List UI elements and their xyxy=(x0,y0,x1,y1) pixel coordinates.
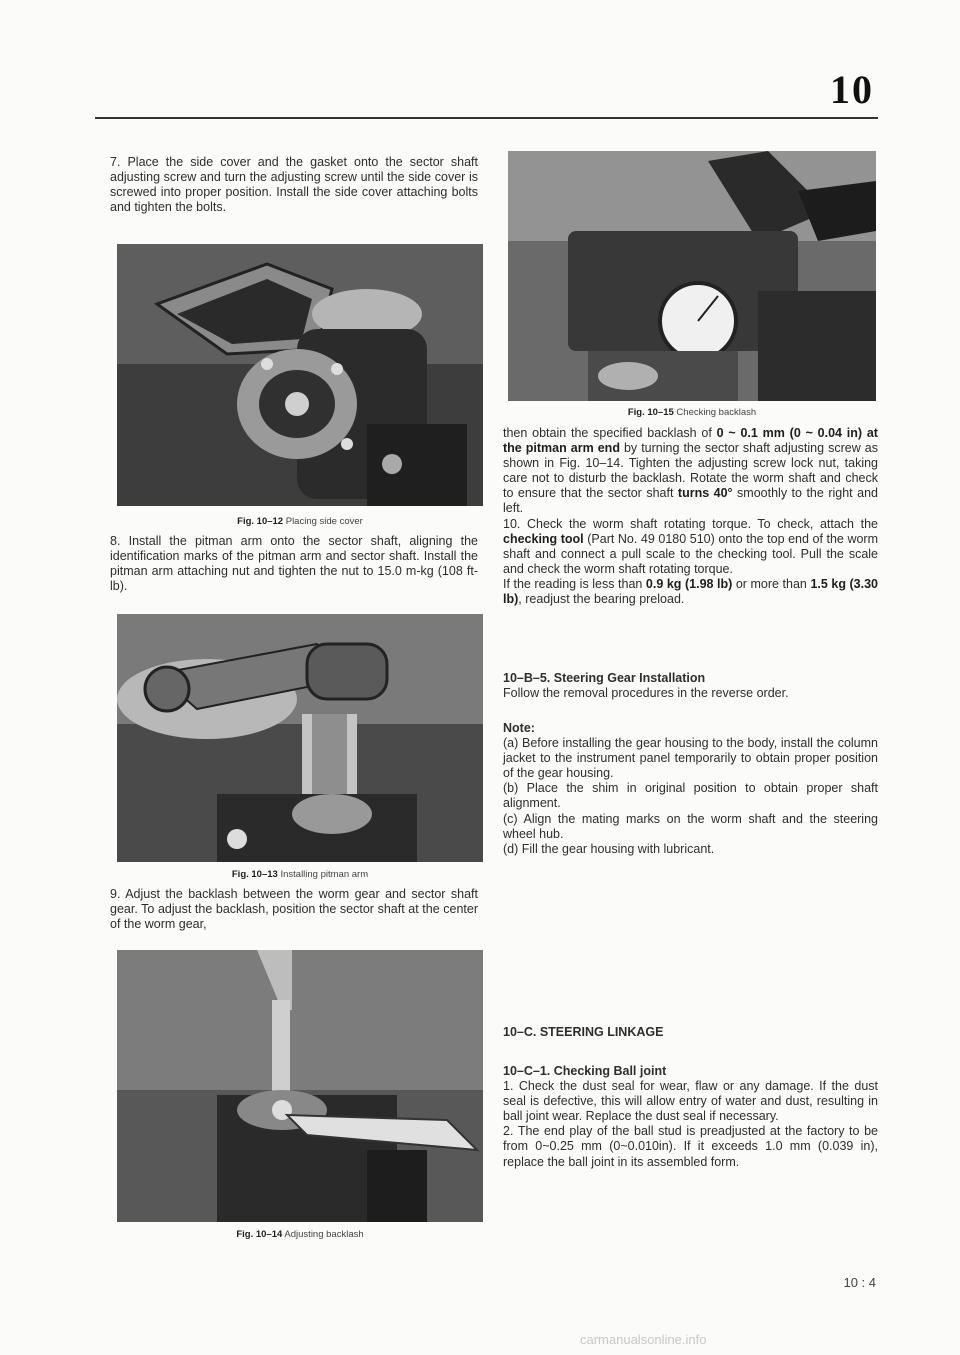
photo-placing-side-cover xyxy=(117,244,483,506)
notes: Note: (a) Before installing the gear housing to the body, install the column jacket to the instrument panel temporarily to obtain proper position of the gear housing. (b) Place the shim in original position to obtain proper shaft alignment. (c) Align the mating marks on the worm shaft and the steering wheel hub. (d) Fill the gear housing with lubricant. xyxy=(503,721,878,856)
section-10-b-5: 10–B–5. Steering Gear Installation Follow the removal procedures in the reverse order. xyxy=(503,671,878,701)
chapter-number: 10 xyxy=(830,67,874,112)
caption-fig-10-14: Fig. 10–14 Adjusting backlash xyxy=(236,1229,364,1240)
step-8: 8. Install the pitman arm onto the sector shaft, aligning the identification marks of the pitman arm and sector shaft. Install the pitman arm attaching nut and tighten the nut to 15.0 m-kg (108 ft-lb). xyxy=(110,534,478,594)
step-9: 9. Adjust the backlash between the worm gear and sector shaft gear. To adjust the backlash, position the sector shaft at the center of the worm gear, xyxy=(110,887,478,932)
section-10-c-1: 10–C–1. Checking Ball joint 1. Check the dust seal for wear, flaw or any damage. If the dust seal is defective, this will allow entry of water and dust, resulting in ball joint wear. Replace the dust seal if necessary. 2. The end play of the ball stud is preadjusted at the factory to be from 0~0.25 mm (0~0.010in). If it exceeds 1.0 mm (0.039 in), replace the ball joint in its assembled form. xyxy=(503,1064,878,1169)
section-10-c-heading: 10–C. STEERING LINKAGE xyxy=(503,1025,664,1039)
photo-installing-pitman-arm xyxy=(117,614,483,862)
caption-fig-10-15: Fig. 10–15 Checking backlash xyxy=(627,407,757,418)
header-rule xyxy=(95,117,878,119)
watermark: carmanualsonline.info xyxy=(580,1332,707,1347)
note-heading: Note: xyxy=(503,721,535,735)
photo-checking-backlash xyxy=(508,151,876,401)
section-10-c xyxy=(503,1025,878,1040)
step-7: 7. Place the side cover and the gasket onto the sector shaft adjusting screw and turn the adjusting screw until the side cover is screwed into proper position. Install the side cover attaching bolts and tighten the bolts. xyxy=(110,155,478,215)
caption-fig-10-13: Fig. 10–13 Installing pitman arm xyxy=(231,869,369,880)
page-number: 10 : 4 xyxy=(843,1275,876,1290)
caption-fig-10-12: Fig. 10–12 Placing side cover xyxy=(237,516,363,527)
step-9-continued: then obtain the specified backlash of 0 ~ 0.1 mm (0 ~ 0.04 in) at the pitman arm end by turning the sector shaft adjusting screw as shown in Fig. 10–14. Tighten the adjusting screw lock nut, taking care not to disturb the backlash. Rotate the worm shaft and check to ensure that the sector shaft turns 40° smoothly to the right and left. 10. Check the worm shaft rotating torque. To check, attach the checking tool (Part No. 49 0180 510) onto the top end of the worm shaft and connect a pull scale to the checking tool. Pull the scale and check the worm shaft rotating torque. If the reading is less than 0.9 kg (1.98 lb) or more than 1.5 kg (3.30 lb), readjust the bearing preload. xyxy=(503,426,879,607)
section-10-b-5-heading: 10–B–5. Steering Gear Installation xyxy=(503,671,706,685)
section-10-c-1-heading: 10–C–1. Checking Ball joint xyxy=(503,1064,667,1078)
photo-adjusting-backlash xyxy=(117,950,483,1222)
